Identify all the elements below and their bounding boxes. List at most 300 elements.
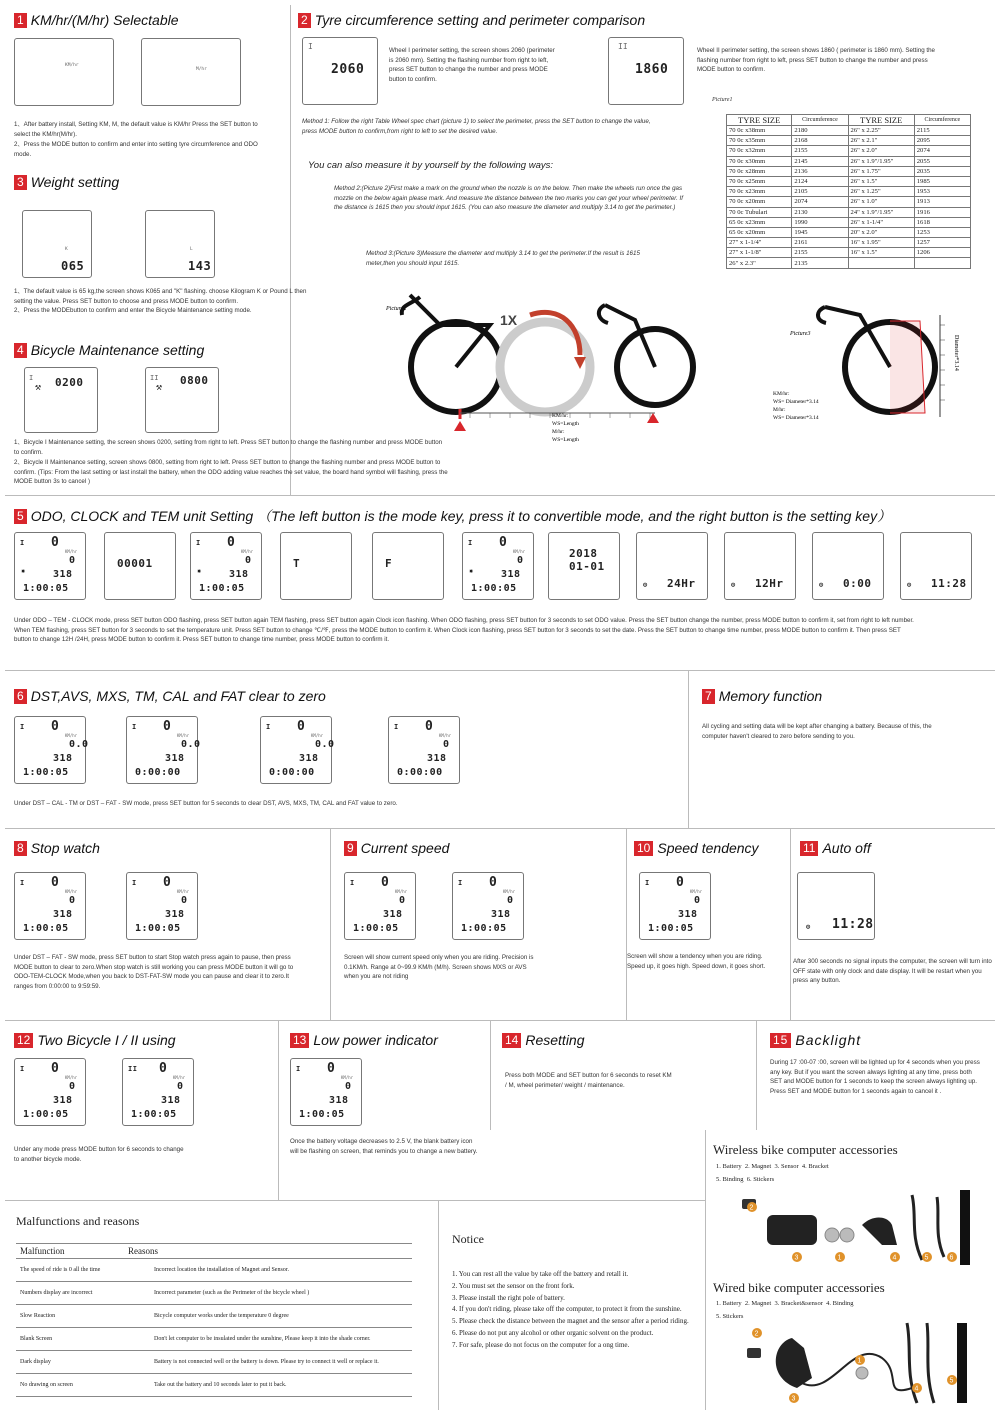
title-text: Low power indicator [313,1032,438,1048]
callout-4: 4 [892,1254,897,1262]
circumference-cell: 1945 [792,227,848,237]
title-text: Backlight [795,1032,862,1048]
lcd-value: 0:00 [843,577,872,590]
lcd-speed: 0 [499,535,508,550]
lcd-mid-value: 0 [399,895,406,906]
section-number-badge: 15 [770,1033,791,1048]
method3-text: Method 3:(Picture 3)Measure the diameter and multiply 3.14 to get the perimeter.If the result is 1615 meter,then you should input 1615. [366,250,640,267]
bike-wheel-left [402,295,501,431]
s1-p1: 1、After battery install, Setting KM, M, the default value is KM/hr Press the SET button to select the KM/hr(M/hr). [14,121,258,138]
tyre-size-cell: 26" x 1.5" [848,176,914,186]
s2-p1: Wheel I perimeter setting, the screen shows 2060 (perimeter is 2060 mm). Setting the flashing number from right to left, press SET button to change the number and press MODE button to confirm. [389,47,555,83]
sun-icon: ✸ [197,567,202,575]
circumference-cell: 2161 [792,238,848,248]
tyre-size-cell: 70 0c x30mm [727,156,792,166]
notice-title: Notice [452,1232,484,1246]
lcd-wheel-2 [608,37,684,105]
lcd-display [344,872,416,940]
wheel-measure-illustration [380,285,980,450]
lcd-maint-1 [24,367,98,433]
ws-left-0: KM/hr: [552,413,569,419]
circumference-cell: 1913 [914,197,970,207]
lcd-display [126,716,201,784]
wrench-icon: ⚒ [156,382,163,393]
section-13-title [290,1032,438,1048]
lcd-unit-label: KM/hr [690,889,703,894]
binding-icon [937,1197,944,1257]
tyre-row [727,197,971,207]
lcd-speed: 0 [163,875,172,890]
circumference-cell: 1953 [914,187,970,197]
lcd-display [190,532,262,600]
s7-body: All cycling and setting data will be kept after changing a battery. Because of this, the computer haven't cleared to zero before sending to you. [702,723,932,740]
battery-icon [825,1228,839,1242]
lcd-display [372,532,444,600]
callout-1: 1 [837,1254,842,1262]
s10-body: Screen will show a tendency when you are riding. Speed up, it goes high. Speed down, it goes short. [627,953,766,970]
circumference-cell: 2074 [914,146,970,156]
lcd-mid-value: 0 [181,895,188,906]
title-text: Weight setting [30,174,120,190]
lcd-tem-value: 318 [53,753,73,764]
circumference-cell: 2155 [792,248,848,258]
s8-body: Under DST – FAT - SW mode, press SET button to start Stop watch press again to pause, then press MODE button to clear to zero.When stop watch is still working you can press MODE button it will go to ODO-TEM-CLOCK Mode,when you back to DST-FAT-SW mode you can pause and clear it to zero.It ranges from 0:00:00 to 9:59:59. [14,954,294,990]
bike-indicator-icon: I [468,539,473,547]
section-number-badge: 7 [702,689,715,704]
section-number-badge: 5 [14,509,27,524]
section-number-badge: 14 [502,1033,521,1048]
tyre-row [727,238,971,248]
lcd-mid-value: 0 [69,555,76,566]
section-2-title [298,12,645,28]
lcd-speed: 0 [425,719,434,734]
lcd-speed: 0 [51,719,60,734]
title-text: Tyre circumference setting and perimeter comparison [314,12,646,28]
lcd-display [280,532,352,600]
title-text: DST,AVS, MXS, TM, CAL and FAT clear to zero [30,688,326,704]
lcd-bottom-value: 1:00:05 [299,1109,345,1120]
s14-body: Press both MODE and SET button for 6 seconds to reset KM / M, wheel perimeter/ weight / maintenance. [505,1072,672,1089]
lcd-tem-value: 318 [329,1095,349,1106]
tyre-row [727,136,971,146]
circumference-cell: 2035 [914,166,970,176]
ws-left-2: M/hr: [552,429,565,435]
ws-right-0: KM/hr: [773,391,790,397]
bike-indicator-icon: I [20,1065,25,1073]
wrench-icon: ⚒ [35,382,42,393]
malfunction-cell: Dark display [16,1351,124,1374]
lcd-tem-value: 318 [161,1095,181,1106]
malfunctions-table-body [16,1259,412,1397]
lcd-bottom-value: 1:00:05 [648,923,694,934]
circumference-cell: 2155 [792,146,848,156]
tyre-size-cell: 70 0c Tubulari [727,207,792,217]
bracket-icon [862,1218,897,1246]
bike-indicator-icon: I [350,879,355,887]
malfunction-row [16,1374,412,1397]
lcd-bottom-value: 1:00:05 [23,1109,69,1120]
circumference-cell: 2168 [792,136,848,146]
lcd-value: 11:28 [832,917,874,932]
s1-p2: 2、Press the MODE button to confirm and enter into setting tyre circumference and ODO mode. [14,141,258,158]
lcd-tem-value: 318 [491,909,511,920]
ws-right-2: M/hr: [773,407,786,413]
bike-indicator-icon: I [394,723,399,731]
title-text: Bicycle Maintenance setting [30,342,205,358]
lcd-speed: 0 [489,875,498,890]
lcd-mark: I [308,42,313,51]
lcd-speed: 0 [159,1061,168,1076]
lcd-bottom-value: 1:00:05 [471,583,517,594]
clock-icon: ⊙ [907,581,912,589]
lcd-bottom-value: 1:00:05 [23,583,69,594]
section-8-title [14,840,100,856]
lcd-mid-value: 0 [443,739,450,750]
circumference-cell: 2180 [792,126,848,136]
lcd-unit-label: KM/hr [173,1075,186,1080]
s12-body: Under any mode press MODE button for 6 seconds to change to another bicycle mode. [14,1146,184,1163]
tyre-size-cell: 24" x 1.9"/1.95" [848,207,914,217]
section-number-badge: 4 [14,343,27,358]
lcd-mid-value: 0 [177,1081,184,1092]
section-14-title [502,1032,585,1048]
title-text: Memory function [718,688,823,704]
sticker-icon [960,1190,970,1265]
lcd-tem-value: 318 [501,569,521,580]
bike-indicator-icon: I [20,723,25,731]
lcd-display [122,1058,194,1126]
arrow-icon [574,357,586,369]
lcd-speed: 0 [51,535,60,550]
s5-body: Under ODO – TEM - CLOCK mode, press SET button ODO flashing, press SET button again TEM flashing, press SET button again Clock icon flashing. When ODO flashing, press SET button for 3 seconds to set ODO value. Press the SET button change the number, press MODE button to confirm it, set from right to left number. When TEM flashing, press SET button for 3 seconds to set the temperature unit. Press SET button to change ℃/℉, press the MODE button to confirm it. When Clock icon flashing, press SET button for 3 seconds to set the date. Press the SET button to change time number, press MODE button to confirm it. Then press SET button to change 12H /24H, press MODE button to confirm it. Press SET button to change time number, press MODE button to confirm it. [14,617,914,643]
s15-body: During 17 :00-07 :00, screen will be lighted up for 4 seconds when you press any key. But if you want the screen always lighting at any time, press both SET and MODE button for 1 seconds to keep the screen always lighting up. Press SET and MODE button for 1 seconds again to cancel it . [770,1059,980,1095]
lcd-mid-value: 0.0 [69,739,89,750]
lcd-display [104,532,176,600]
wired-accessories-image [712,1318,992,1408]
reason-cell: Incorrect location the installation of Magnet and Sensor. [124,1259,412,1282]
bike-indicator-icon: I [296,1065,301,1073]
lcd-unit-label: KM/hr [311,733,324,738]
lcd-display [812,532,884,600]
lcd-unit-label: KM/hr [177,889,190,894]
malfunction-cell: Numbers display are incorrect [16,1282,124,1305]
lcd-speed: 0 [227,535,236,550]
lcd-bottom-value: 1:00:05 [199,583,245,594]
battery-icon [840,1228,854,1242]
lcd-tem-value: 318 [678,909,698,920]
tyre-row [727,207,971,217]
lcd-mid-value: 0 [345,1081,352,1092]
ws-right-1: WS= Diameter*3.14 [773,399,819,405]
lcd-tem-value: 318 [53,909,73,920]
th-malfunction: Malfunction [16,1244,124,1259]
s11-body: After 300 seconds no signal inputs the computer, the screen will turn into OFF state with only clock and date display. It will be restart when you press any button. [793,958,992,984]
lcd-display [388,716,460,784]
bike-indicator-icon: I [20,879,25,887]
section-5-title [14,506,891,526]
section-number-badge: 11 [800,841,818,856]
tyre-size-cell [848,258,914,268]
malfunction-cell: The speed of ride is 0 all the time [16,1259,124,1282]
lcd-mid-value: 0.0 [315,739,335,750]
section-15-title [770,1032,861,1048]
ws-left-1: WS=Length [552,421,579,427]
tyre-size-cell: 65 0c x23mm [727,217,792,227]
s3-p2: 2、Press the MODEbutton to confirm and enter the Bicycle Maintenance setting mode. [14,307,252,314]
tyre-size-cell: 27" x 1-1/8" [727,248,792,258]
tyre-size-cell: 70 0c x23mm [727,187,792,197]
lcd-display [639,872,711,940]
section-number-badge: 13 [290,1033,309,1048]
wired-items-1: 1. Battery 2. Magnet 3. Bracket&sensor 4. Binding [716,1300,854,1307]
lcd-value: 00001 [117,557,153,570]
lcd-display [290,1058,362,1126]
th-circumference-2: Circumference [914,115,970,126]
lcd-mid-value: 0 [694,895,701,906]
section-7-title [702,688,822,704]
lcd-bottom-value: 0:00:00 [135,767,181,778]
lcd-display [724,532,796,600]
wireless-accessories-image [712,1185,992,1270]
lcd-tem-value: 318 [165,909,185,920]
s2-p2: Wheel II perimeter setting, the screen shows 1860 ( perimeter is 1860 mm). Setting the flashing number from right to left, press SET button to change the number and press MODE button to confirm. [697,47,935,73]
sticker-icon [957,1323,967,1403]
section-number-badge: 12 [14,1033,33,1048]
lcd-value: 24Hr [667,577,696,590]
circumference-cell: 1253 [914,227,970,237]
circumference-cell: 1916 [914,207,970,217]
lcd-display [14,1058,86,1126]
tyre-size-cell: 27" x 1-1/4" [727,238,792,248]
lcd-mid-value: 0 [69,1081,76,1092]
lcd-display [14,532,86,600]
lcd-mid-value: 0 [245,555,252,566]
lcd-mid-value: 0 [507,895,514,906]
lcd-speed: 0 [381,875,390,890]
s4-p1: 1、Bicycle I Maintenance setting, the screen shows 0200, setting from right to left. Press SET button to change the flashing number and press MODE button to confirm. [14,439,443,456]
wired-items-2: 5. Stickers [716,1313,744,1320]
lcd-mark: L [190,247,193,252]
lcd-unit-label: KM/hr [65,889,78,894]
circumference-cell: 2055 [914,156,970,166]
section-6-title [14,688,326,704]
section-9-title [344,840,449,856]
lcd-value: 12Hr [755,577,784,590]
lcd-unit-label: KM/hr [341,1075,354,1080]
circumference-cell: 1206 [914,248,970,258]
tyre-row [727,258,971,268]
tyre-row [727,176,971,186]
lcd-mark: II [618,42,628,51]
bike-indicator-icon: I [132,879,137,887]
lcd-mark: I [29,374,34,382]
lcd-weight-kg [22,210,92,278]
title-text: Two Bicycle I / II using [37,1032,176,1048]
malfunction-row [16,1305,412,1328]
lcd-bottom-value: 1:00:05 [23,767,69,778]
tyre-size-cell: 26" x 1.9"/1.95" [848,156,914,166]
picture1-label: Picture1 [712,97,733,103]
s3-p1: 1、The default value is 65 kg,the screen shows K065 and "K" flashing. choose Kilogram K or Pound L then setting the value. Press SET button to choose and press MODE button to confirm. [14,288,307,305]
notice-item: 3. Please install the right pole of battery. [452,1293,565,1302]
lcd-speed: 0 [297,719,306,734]
tyre-size-cell: 70 0c x38mm [727,126,792,136]
section-number-badge: 10 [634,841,653,856]
section-1-title [14,12,179,28]
lcd-value: 2018 01-01 [569,547,605,573]
section-number-badge: 2 [298,13,311,28]
notice-item: 7. For safe, please do not focus on the computer for a ong time. [452,1340,630,1349]
ws-left-3: WS=Length [552,437,579,443]
clock-icon: ⊙ [806,923,811,931]
picture2-label: Picture2 [386,306,407,312]
s9-body: Screen will show current speed only when you are riding. Precision is 0.1KM/h. Range at 0~99.9 KM/h (M/h). Screen shows MXS or AVS when you are not riding [344,954,534,980]
tyre-size-cell: 70 0c x25mm [727,176,792,186]
sun-icon: ✸ [469,567,474,575]
tyre-size-cell: 70 0c x28mm [727,166,792,176]
reason-cell: Take out the battery and 10 seconds later to put it back. [124,1374,412,1397]
circumference-cell: 2145 [792,156,848,166]
tyre-row [727,166,971,176]
circumference-cell: 2124 [792,176,848,186]
malfunctions-title: Malfunctions and reasons [16,1214,140,1228]
malfunction-cell: No drawing on screen [16,1374,124,1397]
title-text: Current speed [360,840,450,856]
wireless-items-2: 5. Binding 6. Stickers [716,1176,775,1183]
bike-indicator-icon: I [196,539,201,547]
lcd-display [900,532,972,600]
lcd-value: 2060 [331,62,365,77]
binding-icon [912,1195,922,1260]
lcd-mark: II [150,374,159,382]
lcd-bottom-value: 1:00:05 [23,923,69,934]
lcd-tem-value: 318 [53,569,73,580]
lcd-mid-value: 0 [517,555,524,566]
section-number-badge: 1 [14,13,27,28]
lcd-tem-value: 318 [165,753,185,764]
tyre-size-cell: 65 0c x20mm [727,227,792,237]
tyre-size-cell: 20" x 2.0" [848,227,914,237]
section-number-badge: 3 [14,175,27,190]
tyre-row [727,187,971,197]
clock-icon: ⊙ [731,581,736,589]
tyre-size-cell: 26" x 2.25" [848,126,914,136]
title-text: Resetting [525,1032,585,1048]
tyre-row [727,248,971,258]
tyre-size-cell: 26" x 2.3" [727,258,792,268]
method2-text: Method 2:(Picture 2)First make a mark on the ground when the nozzle is on the below. Then make the wheels run once the gas mozzle on the below again please mark. And measure the distance between the two marks you can get your wheel perimeter. If the distance is 1615 then you should input 1615. (You can also measure the diameter and multiply 3.14 to get the perimeter.) [334,185,683,211]
section-number-badge: 6 [14,689,27,704]
tyre-row [727,217,971,227]
ws-right-3: WS= Diameter*3.14 [773,415,819,421]
lcd-tem-value: 318 [383,909,403,920]
section-12-title [14,1032,176,1048]
callout-5: 5 [924,1254,929,1262]
sun-icon: ✸ [21,567,26,575]
circumference-cell: 2074 [792,197,848,207]
title-text: Auto off [822,840,871,856]
tyre-size-cell: 16" x 1.95" [848,238,914,248]
lcd-weight-lb [145,210,215,278]
reason-cell: Bicycle computer works under the temperature 0 degree [124,1305,412,1328]
malfunction-row [16,1282,412,1305]
lcd-bottom-value: 1:00:05 [353,923,399,934]
tyre-size-cell: 70 0c x32mm [727,146,792,156]
wireless-items-1: 1. Battery 2. Magnet 3. Sensor 4. Bracket [716,1163,829,1170]
lcd-bottom-value: 0:00:00 [269,767,315,778]
lcd-tem-value: 318 [53,1095,73,1106]
malfunctions-table [16,1243,412,1397]
tyre-size-cell: 70 0c x20mm [727,197,792,207]
tyre-row [727,146,971,156]
lcd-mark: K [65,247,68,252]
bike-indicator-icon: I [645,879,650,887]
malfunction-row [16,1351,412,1374]
lcd-value: 143 [188,259,212,273]
lcd-unit-label: KM/hr [65,549,78,554]
lcd-display [260,716,335,784]
s13-body: Once the battery voltage decreases to 2.5 V, the blank battery icon will be flashing on screen, that reminds you to change a new battery. [290,1138,478,1155]
one-x-label: 1X [500,312,518,328]
lcd-value: 0200 [55,376,84,389]
lcd-mhr [141,38,241,106]
battery-icon [856,1367,868,1379]
malfunction-cell: Blank Screen [16,1328,124,1351]
notice-item: 4. If you don't riding, please take off the computer, to protect it from the sunshine. [452,1305,682,1314]
tyre-size-cell: 26" x 2.0" [848,146,914,156]
lcd-tem-value: 318 [229,569,249,580]
lcd-display [548,532,620,600]
clock-icon: ⊙ [819,581,824,589]
lcd-bottom-value: 1:00:05 [135,923,181,934]
tyre-size-cell: 26" x 1.0" [848,197,914,207]
malfunction-row [16,1259,412,1282]
s6-body: Under DST – CAL - TM or DST – FAT - SW mode, press SET button for 5 seconds to clear DST, AVS, MXS, TM, CAL and FAT value to zero. [14,800,398,807]
bike-indicator-icon: I [458,879,463,887]
notice-item: 1. You can rest all the value by take off the battery and retall it. [452,1270,629,1278]
bike-indicator-icon: I [20,539,25,547]
lcd-speed: 0 [163,719,172,734]
diameter-label: Diameter*3.14 [953,335,959,371]
lcd-value: F [385,557,393,570]
tyre-size-cell: 26" x 2.1" [848,136,914,146]
title-text: Stop watch [30,840,100,856]
callout-3: 3 [794,1254,799,1262]
reason-cell: Incorrect parameter (such as the Perimeter of the bicycle wheel ) [124,1282,412,1305]
bike-wheel-middle [599,305,693,423]
circumference-cell: 2130 [792,207,848,217]
callout-3: 3 [791,1395,796,1403]
lcd-kmhr [14,38,114,106]
tyre-row [727,156,971,166]
circumference-cell: 2105 [792,187,848,197]
th-circumference: Circumference [792,115,848,126]
th-tyre-size-2: TYRE SIZE [848,115,914,126]
circumference-cell: 2095 [914,136,970,146]
lcd-bottom-value: 1:00:05 [131,1109,177,1120]
circumference-cell [914,258,970,268]
lcd-mid-value: 0.0 [181,739,201,750]
magnet-icon [747,1348,761,1358]
lcd-mid-value: 0 [69,895,76,906]
tyre-table-body [727,126,971,269]
tyre-size-cell: 26" x 1.25" [848,187,914,197]
sensor-icon [767,1215,817,1245]
lcd-bottom-value: 1:00:05 [461,923,507,934]
wireless-title: Wireless bike computer accessories [713,1142,898,1157]
lcd-maint-2 [145,367,219,433]
picture3-label: Picture3 [790,331,811,337]
